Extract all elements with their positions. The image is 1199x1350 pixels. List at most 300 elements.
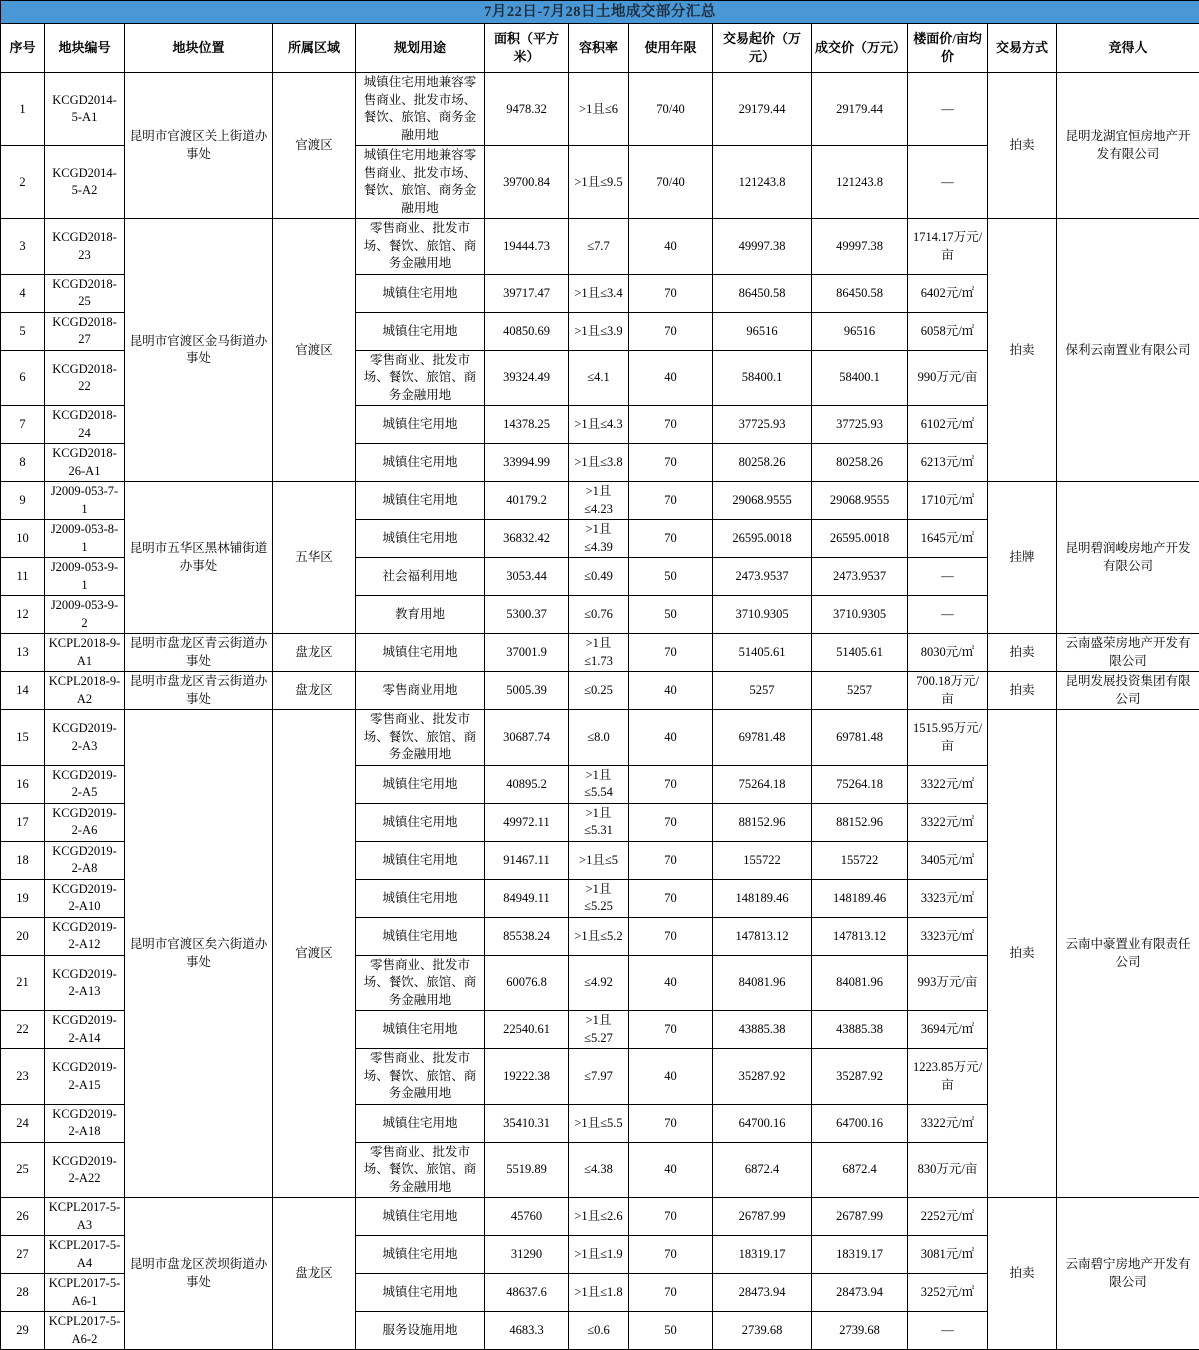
table-cell: 昆明市盘龙区青云街道办事处 <box>125 634 273 672</box>
table-cell: 9478.32 <box>485 73 569 146</box>
table-cell: 830万元/亩 <box>908 1142 988 1198</box>
table-cell: 69781.48 <box>812 710 908 766</box>
table-cell: >1且≤3.4 <box>569 274 629 312</box>
table-row <box>1 1198 1199 1236</box>
table-cell: >1且≤2.6 <box>569 1198 629 1236</box>
table-cell: 12 <box>1 596 45 634</box>
table-cell: 51405.61 <box>713 634 812 672</box>
table-cell: 拍卖 <box>988 219 1057 482</box>
table-cell: 昆明市五华区黑林铺街道办事处 <box>125 482 273 634</box>
table-cell: KCGD2014-5-A1 <box>45 73 125 146</box>
table-cell: 26787.99 <box>812 1198 908 1236</box>
table-cell: 40 <box>629 710 713 766</box>
header-row <box>1 24 1199 73</box>
table-cell: 43885.38 <box>812 1011 908 1049</box>
table-cell: 700.18万元/亩 <box>908 672 988 710</box>
table-cell: 21 <box>1 955 45 1011</box>
table-cell: 6213元/㎡ <box>908 444 988 482</box>
table-cell: 70 <box>629 1011 713 1049</box>
table-cell: 9 <box>1 482 45 520</box>
table-title: 7月22日-7月28日土地成交部分汇总 <box>1 1 1199 24</box>
table-cell: J2009-053-9-2 <box>45 596 125 634</box>
table-cell: 37725.93 <box>812 406 908 444</box>
table-row <box>1 710 1199 766</box>
table-cell: KCGD2019-2-A18 <box>45 1104 125 1142</box>
table-cell: 26787.99 <box>713 1198 812 1236</box>
table-cell: 6872.4 <box>812 1142 908 1198</box>
table-cell: 拍卖 <box>988 634 1057 672</box>
table-cell: 25 <box>1 1142 45 1198</box>
table-cell: 1223.85万元/亩 <box>908 1049 988 1105</box>
table-cell: 26595.0018 <box>812 520 908 558</box>
table-cell: 昆明市官渡区关上街道办事处 <box>125 73 273 219</box>
table-cell: — <box>908 146 988 219</box>
table-cell: 70/40 <box>629 146 713 219</box>
table-cell: J2009-053-9-1 <box>45 558 125 596</box>
table-cell: >1且≤5.31 <box>569 803 629 841</box>
table-cell: 70 <box>629 406 713 444</box>
table-cell: 拍卖 <box>988 710 1057 1198</box>
table-cell: KCGD2018-23 <box>45 219 125 275</box>
table-cell: >1且≤4.3 <box>569 406 629 444</box>
table-cell: 3322元/㎡ <box>908 1104 988 1142</box>
table-cell: 40 <box>629 219 713 275</box>
table-cell: 993万元/亩 <box>908 955 988 1011</box>
table-cell: 27 <box>1 1236 45 1274</box>
table-cell: KCGD2019-2-A5 <box>45 765 125 803</box>
table-cell: >1且≤1.8 <box>569 1274 629 1312</box>
table-cell: 29179.44 <box>812 73 908 146</box>
table-cell: 64700.16 <box>713 1104 812 1142</box>
table-cell: 1515.95万元/亩 <box>908 710 988 766</box>
table-cell: 6058元/㎡ <box>908 312 988 350</box>
table-cell: KCGD2018-22 <box>45 350 125 406</box>
table-cell: >1且≤1.73 <box>569 634 629 672</box>
table-cell: 19 <box>1 879 45 917</box>
table-cell: 8 <box>1 444 45 482</box>
table-row <box>1 634 1199 672</box>
table-cell: >1且≤5.2 <box>569 917 629 955</box>
table-cell: 城镇住宅用地 <box>356 634 485 672</box>
table-cell: 28 <box>1 1274 45 1312</box>
table-cell: 14 <box>1 672 45 710</box>
table-cell: 84081.96 <box>812 955 908 1011</box>
table-cell: 50 <box>629 558 713 596</box>
table-cell: 3 <box>1 219 45 275</box>
table-cell: 147813.12 <box>812 917 908 955</box>
table-cell: 3710.9305 <box>812 596 908 634</box>
table-cell: 城镇住宅用地 <box>356 917 485 955</box>
table-cell: 盘龙区 <box>273 672 356 710</box>
table-cell: 5519.89 <box>485 1142 569 1198</box>
table-cell: 零售商业用地 <box>356 672 485 710</box>
table-cell: 48637.6 <box>485 1274 569 1312</box>
table-cell: 50 <box>629 1312 713 1350</box>
table-cell: 58400.1 <box>713 350 812 406</box>
table-cell: 昆明市官渡区矣六街道办事处 <box>125 710 273 1198</box>
table-cell: 10 <box>1 520 45 558</box>
table-cell: — <box>908 596 988 634</box>
table-row <box>1 482 1199 520</box>
table-cell: KCGD2019-2-A8 <box>45 841 125 879</box>
table-cell: 盘龙区 <box>273 1198 356 1350</box>
table-cell: >1且≤4.39 <box>569 520 629 558</box>
table-cell: 城镇住宅用地 <box>356 765 485 803</box>
table-cell: 40 <box>629 955 713 1011</box>
table-cell: 18319.17 <box>713 1236 812 1274</box>
table-cell: 23 <box>1 1049 45 1105</box>
table-cell: KCPL2018-9-A1 <box>45 634 125 672</box>
table-cell: 3323元/㎡ <box>908 879 988 917</box>
table-cell: 保利云南置业有限公司 <box>1057 219 1199 482</box>
table-cell: 70 <box>629 765 713 803</box>
table-cell: 70 <box>629 803 713 841</box>
table-cell: 26 <box>1 1198 45 1236</box>
table-cell: ≤4.1 <box>569 350 629 406</box>
table-cell: 36832.42 <box>485 520 569 558</box>
table-cell: 39717.47 <box>485 274 569 312</box>
table-cell: 86450.58 <box>812 274 908 312</box>
table-cell: 1714.17万元/亩 <box>908 219 988 275</box>
table-cell: 84949.11 <box>485 879 569 917</box>
table-cell: 84081.96 <box>713 955 812 1011</box>
table-cell: 33994.99 <box>485 444 569 482</box>
table-cell: KCGD2019-2-A6 <box>45 803 125 841</box>
table-cell: 39324.49 <box>485 350 569 406</box>
table-cell: >1且≤5.25 <box>569 879 629 917</box>
table-cell: 云南盛荣房地产开发有限公司 <box>1057 634 1199 672</box>
column-header: 容积率 <box>569 24 629 73</box>
table-cell: 5005.39 <box>485 672 569 710</box>
table-cell: 49972.11 <box>485 803 569 841</box>
table-cell: 70 <box>629 1274 713 1312</box>
table-cell: 云南中豪置业有限责任公司 <box>1057 710 1199 1198</box>
table-body <box>1 73 1199 1350</box>
table-cell: 70 <box>629 312 713 350</box>
table-cell: 3081元/㎡ <box>908 1236 988 1274</box>
table-cell: 37725.93 <box>713 406 812 444</box>
table-cell: 3405元/㎡ <box>908 841 988 879</box>
table-cell: KCGD2019-2-A12 <box>45 917 125 955</box>
table-cell: 云南碧宁房地产开发有限公司 <box>1057 1198 1199 1350</box>
table-cell: KCGD2019-2-A3 <box>45 710 125 766</box>
table-cell: 19444.73 <box>485 219 569 275</box>
table-cell: 17 <box>1 803 45 841</box>
table-cell: 2739.68 <box>812 1312 908 1350</box>
table-cell: 39700.84 <box>485 146 569 219</box>
table-cell: 70 <box>629 1198 713 1236</box>
table-cell: ≤7.7 <box>569 219 629 275</box>
table-cell: 城镇住宅用地兼容零售商业、批发市场、餐饮、旅馆、商务金融用地 <box>356 73 485 146</box>
table-cell: 49997.38 <box>812 219 908 275</box>
table-cell: 26595.0018 <box>713 520 812 558</box>
table-cell: 28473.94 <box>812 1274 908 1312</box>
table-cell: J2009-053-8-1 <box>45 520 125 558</box>
column-header: 竞得人 <box>1057 24 1199 73</box>
table-cell: 城镇住宅用地 <box>356 520 485 558</box>
table-cell: 147813.12 <box>713 917 812 955</box>
table-cell: ≤4.92 <box>569 955 629 1011</box>
table-cell: 2473.9537 <box>713 558 812 596</box>
table-cell: 40895.2 <box>485 765 569 803</box>
table-cell: 官渡区 <box>273 710 356 1198</box>
table-cell: 14378.25 <box>485 406 569 444</box>
table-cell: 22 <box>1 1011 45 1049</box>
table-row <box>1 219 1199 275</box>
table-cell: 88152.96 <box>812 803 908 841</box>
table-cell: 8030元/㎡ <box>908 634 988 672</box>
table-cell: 3323元/㎡ <box>908 917 988 955</box>
table-cell: 70 <box>629 634 713 672</box>
table-cell: 70 <box>629 482 713 520</box>
table-cell: 58400.1 <box>812 350 908 406</box>
table-cell: — <box>908 1312 988 1350</box>
table-cell: ≤7.97 <box>569 1049 629 1105</box>
table-cell: KCPL2017-5-A6-1 <box>45 1274 125 1312</box>
table-cell: >1且≤5.5 <box>569 1104 629 1142</box>
table-cell: 城镇住宅用地 <box>356 1198 485 1236</box>
table-cell: 20 <box>1 917 45 955</box>
table-cell: ≤0.25 <box>569 672 629 710</box>
table-cell: 2252元/㎡ <box>908 1198 988 1236</box>
table-cell: 70/40 <box>629 73 713 146</box>
title-row <box>1 1 1199 24</box>
table-cell: 155722 <box>713 841 812 879</box>
table-cell: 零售商业、批发市场、餐饮、旅馆、商务金融用地 <box>356 1142 485 1198</box>
table-cell: 86450.58 <box>713 274 812 312</box>
table-cell: 1710元/㎡ <box>908 482 988 520</box>
table-cell: KCPL2018-9-A2 <box>45 672 125 710</box>
table-cell: 5 <box>1 312 45 350</box>
table-cell: 40850.69 <box>485 312 569 350</box>
table-cell: 昆明市盘龙区青云街道办事处 <box>125 672 273 710</box>
table-cell: 121243.8 <box>812 146 908 219</box>
table-cell: >1且≤1.9 <box>569 1236 629 1274</box>
column-header: 面积（平方米） <box>485 24 569 73</box>
table-cell: KCGD2019-2-A22 <box>45 1142 125 1198</box>
table-cell: 盘龙区 <box>273 634 356 672</box>
table-cell: 拍卖 <box>988 73 1057 219</box>
table-cell: 2473.9537 <box>812 558 908 596</box>
table-cell: 35287.92 <box>713 1049 812 1105</box>
table-cell: 69781.48 <box>713 710 812 766</box>
table-cell: KCGD2019-2-A14 <box>45 1011 125 1049</box>
table-cell: KCGD2019-2-A13 <box>45 955 125 1011</box>
table-cell: 昆明龙湖宜恒房地产开发有限公司 <box>1057 73 1199 219</box>
table-cell: 155722 <box>812 841 908 879</box>
table-cell: 85538.24 <box>485 917 569 955</box>
table-cell: 88152.96 <box>713 803 812 841</box>
table-cell: 官渡区 <box>273 73 356 219</box>
table-cell: >1且≤9.5 <box>569 146 629 219</box>
table-cell: 16 <box>1 765 45 803</box>
column-header: 成交价（万元） <box>812 24 908 73</box>
table-cell: 昆明发展投资集团有限公司 <box>1057 672 1199 710</box>
table-cell: 4683.3 <box>485 1312 569 1350</box>
table-cell: 40 <box>629 1049 713 1105</box>
table-cell: 29068.9555 <box>713 482 812 520</box>
table-cell: 官渡区 <box>273 219 356 482</box>
table-cell: 拍卖 <box>988 672 1057 710</box>
table-cell: ≤0.6 <box>569 1312 629 1350</box>
table-cell: 70 <box>629 520 713 558</box>
table-cell: 城镇住宅用地 <box>356 1011 485 1049</box>
table-cell: KCGD2019-2-A10 <box>45 879 125 917</box>
table-cell: 40179.2 <box>485 482 569 520</box>
table-cell: 零售商业、批发市场、餐饮、旅馆、商务金融用地 <box>356 1049 485 1105</box>
table-cell: 148189.46 <box>812 879 908 917</box>
table-cell: KCPL2017-5-A6-2 <box>45 1312 125 1350</box>
table-cell: 城镇住宅用地 <box>356 841 485 879</box>
column-header: 交易起价（万元） <box>713 24 812 73</box>
table-cell: 75264.18 <box>713 765 812 803</box>
table-cell: KCGD2018-26-A1 <box>45 444 125 482</box>
table-cell: 1645元/㎡ <box>908 520 988 558</box>
table-cell: 3252元/㎡ <box>908 1274 988 1312</box>
table-cell: 35410.31 <box>485 1104 569 1142</box>
table-cell: 29068.9555 <box>812 482 908 520</box>
table-cell: ≤4.38 <box>569 1142 629 1198</box>
table-cell: 30687.74 <box>485 710 569 766</box>
table-cell: 18319.17 <box>812 1236 908 1274</box>
table-cell: 6102元/㎡ <box>908 406 988 444</box>
table-cell: KCGD2018-27 <box>45 312 125 350</box>
table-cell: ≤8.0 <box>569 710 629 766</box>
table-cell: 城镇住宅用地 <box>356 803 485 841</box>
table-cell: 40 <box>629 1142 713 1198</box>
table-cell: 教育用地 <box>356 596 485 634</box>
table-cell: 70 <box>629 879 713 917</box>
table-cell: 148189.46 <box>713 879 812 917</box>
table-cell: 51405.61 <box>812 634 908 672</box>
table-cell: 城镇住宅用地兼容零售商业、批发市场、餐饮、旅馆、商务金融用地 <box>356 146 485 219</box>
table-cell: 零售商业、批发市场、餐饮、旅馆、商务金融用地 <box>356 710 485 766</box>
table-cell: 2 <box>1 146 45 219</box>
table-cell: J2009-053-7-1 <box>45 482 125 520</box>
table-cell: — <box>908 73 988 146</box>
table-cell: 96516 <box>812 312 908 350</box>
table-cell: 6872.4 <box>713 1142 812 1198</box>
table-cell: 昆明市官渡区金马街道办事处 <box>125 219 273 482</box>
table-cell: 45760 <box>485 1198 569 1236</box>
table-cell: 6 <box>1 350 45 406</box>
table-cell: 五华区 <box>273 482 356 634</box>
table-cell: 3322元/㎡ <box>908 803 988 841</box>
table-cell: 城镇住宅用地 <box>356 406 485 444</box>
column-header: 楼面价/亩均价 <box>908 24 988 73</box>
table-cell: 5257 <box>812 672 908 710</box>
table-row <box>1 73 1199 146</box>
table-cell: 64700.16 <box>812 1104 908 1142</box>
table-cell: 城镇住宅用地 <box>356 1104 485 1142</box>
table-cell: 990万元/亩 <box>908 350 988 406</box>
table-cell: 24 <box>1 1104 45 1142</box>
table-cell: 31290 <box>485 1236 569 1274</box>
table-cell: 3322元/㎡ <box>908 765 988 803</box>
table-cell: KCGD2019-2-A15 <box>45 1049 125 1105</box>
table-cell: 80258.26 <box>812 444 908 482</box>
table-cell: >1且≤5 <box>569 841 629 879</box>
table-cell: >1且≤6 <box>569 73 629 146</box>
table-cell: 80258.26 <box>713 444 812 482</box>
table-cell: 挂牌 <box>988 482 1057 634</box>
table-cell: 昆明市盘龙区茨坝街道办事处 <box>125 1198 273 1350</box>
table-cell: 22540.61 <box>485 1011 569 1049</box>
table-cell: 70 <box>629 841 713 879</box>
table-cell: KCPL2017-5-A3 <box>45 1198 125 1236</box>
table-cell: 28473.94 <box>713 1274 812 1312</box>
table-cell: 19222.38 <box>485 1049 569 1105</box>
table-cell: 社会福利用地 <box>356 558 485 596</box>
table-cell: 70 <box>629 1236 713 1274</box>
column-header: 序号 <box>1 24 45 73</box>
table-cell: 6402元/㎡ <box>908 274 988 312</box>
table-cell: 70 <box>629 274 713 312</box>
table-cell: 96516 <box>713 312 812 350</box>
table-cell: >1且≤3.8 <box>569 444 629 482</box>
table-cell: >1且≤5.27 <box>569 1011 629 1049</box>
table-cell: 91467.11 <box>485 841 569 879</box>
table-cell: 2739.68 <box>713 1312 812 1350</box>
table-cell: 1 <box>1 73 45 146</box>
table-cell: 7 <box>1 406 45 444</box>
table-cell: 70 <box>629 444 713 482</box>
table-cell: KCPL2017-5-A4 <box>45 1236 125 1274</box>
table-cell: 服务设施用地 <box>356 1312 485 1350</box>
column-header: 规划用途 <box>356 24 485 73</box>
table-cell: 城镇住宅用地 <box>356 879 485 917</box>
table-cell: 121243.8 <box>713 146 812 219</box>
table-cell: 3710.9305 <box>713 596 812 634</box>
table-cell: 城镇住宅用地 <box>356 1274 485 1312</box>
table-cell: >1且≤3.9 <box>569 312 629 350</box>
table-cell: 40 <box>629 350 713 406</box>
table-cell: 37001.9 <box>485 634 569 672</box>
column-header: 交易方式 <box>988 24 1057 73</box>
table-cell: 43885.38 <box>713 1011 812 1049</box>
table-cell: KCGD2018-24 <box>45 406 125 444</box>
table-cell: 城镇住宅用地 <box>356 444 485 482</box>
table-cell: 35287.92 <box>812 1049 908 1105</box>
table-cell: ≤0.49 <box>569 558 629 596</box>
table-cell: 5257 <box>713 672 812 710</box>
table-cell: 18 <box>1 841 45 879</box>
table-cell: 城镇住宅用地 <box>356 274 485 312</box>
table-cell: 29179.44 <box>713 73 812 146</box>
table-cell: 15 <box>1 710 45 766</box>
table-cell: 40 <box>629 672 713 710</box>
table-cell: KCGD2018-25 <box>45 274 125 312</box>
table-cell: 70 <box>629 917 713 955</box>
table-cell: 零售商业、批发市场、餐饮、旅馆、商务金融用地 <box>356 955 485 1011</box>
table-cell: 4 <box>1 274 45 312</box>
table-cell: 50 <box>629 596 713 634</box>
table-cell: 5300.37 <box>485 596 569 634</box>
table-cell: 29 <box>1 1312 45 1350</box>
table-cell: 城镇住宅用地 <box>356 1236 485 1274</box>
table-cell: 零售商业、批发市场、餐饮、旅馆、商务金融用地 <box>356 350 485 406</box>
column-header: 所属区域 <box>273 24 356 73</box>
table-cell: 60076.8 <box>485 955 569 1011</box>
column-header: 地块编号 <box>45 24 125 73</box>
column-header: 使用年限 <box>629 24 713 73</box>
table-cell: 49997.38 <box>713 219 812 275</box>
table-cell: 拍卖 <box>988 1198 1057 1350</box>
table-cell: 70 <box>629 1104 713 1142</box>
table-cell: KCGD2014-5-A2 <box>45 146 125 219</box>
table-cell: 3694元/㎡ <box>908 1011 988 1049</box>
table-cell: ≤0.76 <box>569 596 629 634</box>
